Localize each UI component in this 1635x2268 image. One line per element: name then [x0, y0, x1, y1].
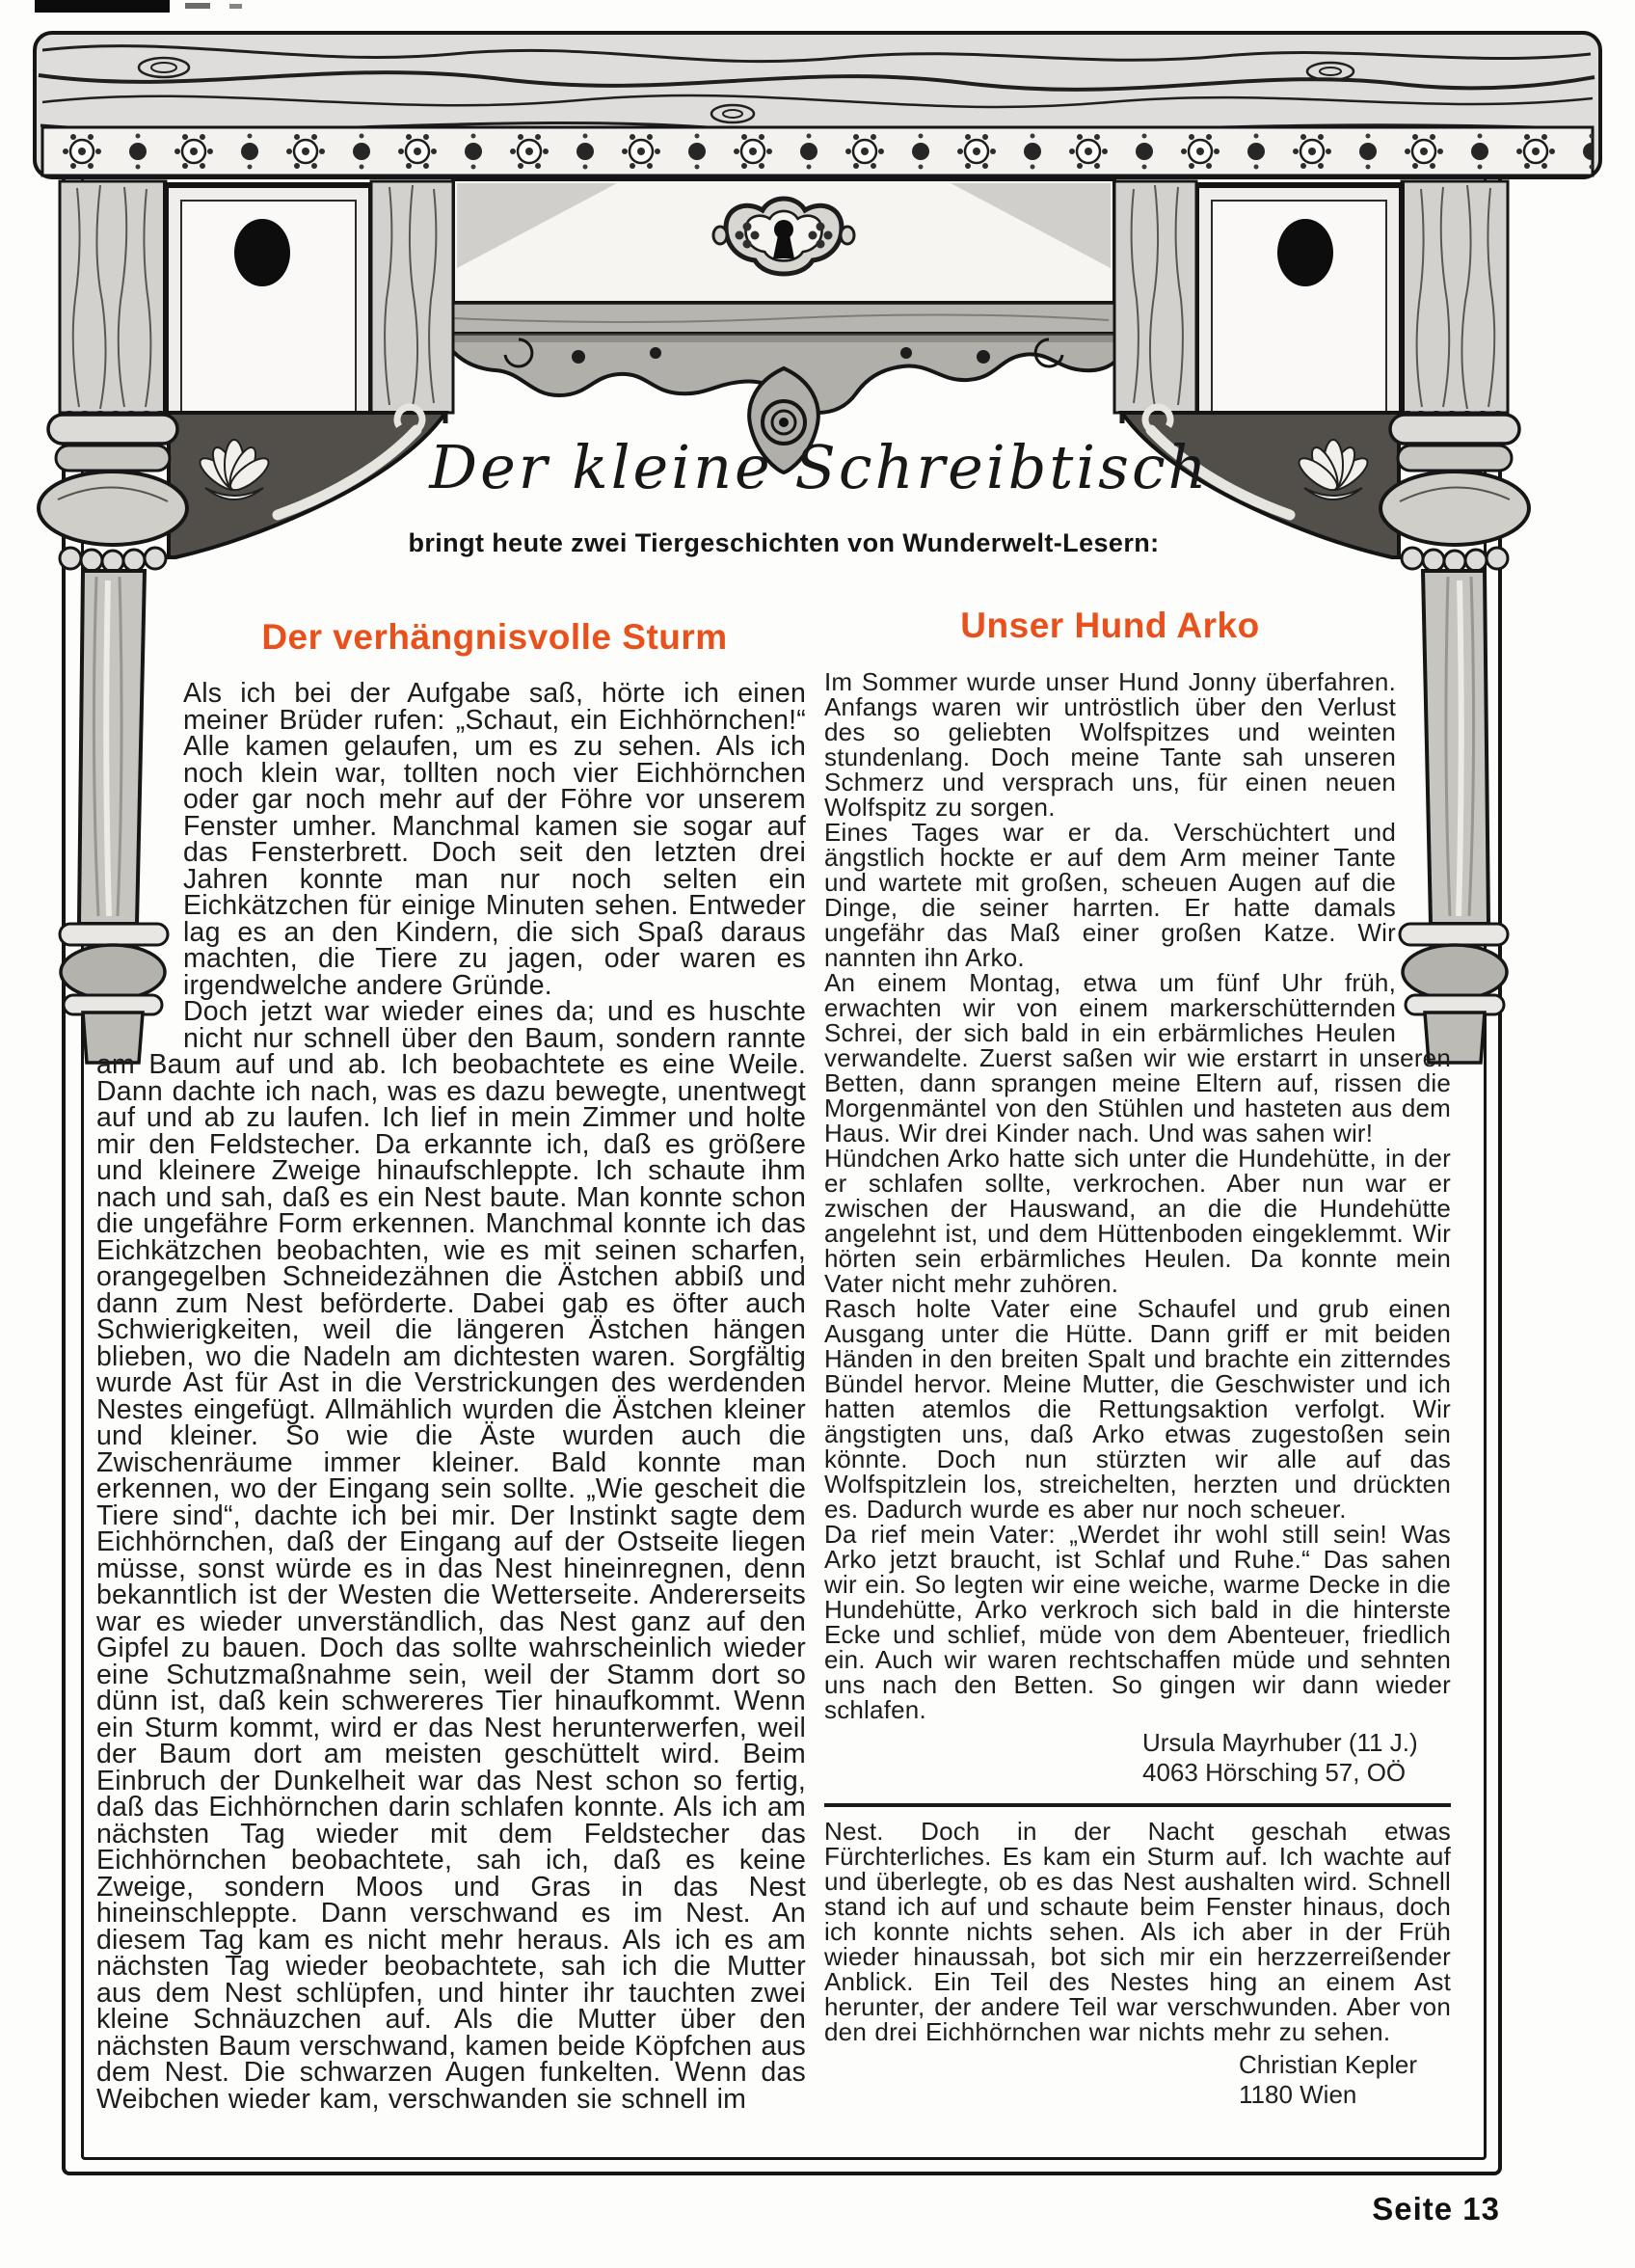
signature-address: 1180 Wien: [1239, 2080, 1357, 2109]
left-story-headline: Der verhängnisvolle Sturm: [261, 617, 728, 657]
page-number: Seite 13: [1372, 2191, 1500, 2227]
page-subtitle: bringt heute zwei Tiergeschichten von Wunderwelt-Lesern:: [408, 528, 1160, 557]
desk-leg-spacer-right: [1396, 606, 1451, 1028]
right-story-paragraph: Da rief mein Vater: „Werdet ihr wohl still sein! Was Arko jetzt braucht, ist Schlaf und Ruhe.“ Das sahen wir ein. So legten wir eine weiche, warme Decke in die Hundehütte, Arko verkroch sich bald in die hinterste Ecke und schlief, müde von dem Abenteuer, friedlich ein. Auch wir waren rechtschaffen müde und sehnten uns nach den Betten. So gingen wir dann wieder schlafen.: [824, 1520, 1451, 1724]
left-story-continuation: Nest. Doch in der Nacht geschah etwas Fürchterliches. Es kam ein Sturm auf. Ich wachte auf und überlegte, ob es das Nest aushalten wird. Schnell stand ich auf und schaute beim Fenster hinaus, doch ich konnte nichts sehen. Als ich aber in der Früh wieder hinaussah, bot sich mir ein herzzerreißender Anblick. Ein Teil des Nestes hing an einem Ast herunter, der andere Teil war verschwunden. Aber von den drei Eichhörnchen war nichts mehr zu sehen.: [824, 1817, 1451, 2046]
right-story-paragraph: An einem Montag, etwa um fünf Uhr früh, erwachten wir von einem markerschütternden Schrei, der sich bald in ein erbärmliches Heulen verwandelte. Zuerst saßen wir wie erstarrt in unseren Betten, dann sprangen meine Eltern auf, rissen die Morgenmäntel von den Stühlen und hasteten aus dem Haus. Wir drei Kinder nach. Und was sahen wir!: [824, 968, 1451, 1148]
page-title: Der kleine Schreibtisch: [429, 432, 1210, 502]
desk-middle-drawer: [453, 179, 1114, 303]
right-story-column: [824, 606, 1451, 2110]
right-story-paragraph: Eines Tages war er da. Verschüchtert und ängstlich hockte er auf dem Arm meiner Tante und wartete mit großen, scheuen Augen auf die Dinge, die seiner harrten. Er hatte damals ungefähr das Maß einer großen Katze. Wir nannten ihn Arko.: [824, 818, 1396, 972]
right-story-paragraph: Im Sommer wurde unser Hund Jonny überfahren. Anfangs waren wir untröstlich über den Verlust des so geliebten Wolfspitzes und weinten stundenlang. Doch meine Tante sah unseren Schmerz und versprach uns, für einen neuen Wolfspitz zu sorgen.: [824, 667, 1396, 822]
signature-name: Ursula Mayrhuber (11 J.): [1142, 1728, 1418, 1757]
signature-name: Christian Kepler: [1239, 2050, 1417, 2079]
left-story-paragraph: Doch jetzt war wieder eines da; und es huschte nicht nur schnell über den Baum, sondern rannte am Baum auf und ab. Ich beobachtete es eine Weile. Dann dachte ich nach, was es dazu bewegte, unentwegt auf und ab zu laufen. Ich lief in mein Zimmer und holte mir den Feldstecher. Da erkannte ich, daß es größere und kleinere Zweige hinaufschleppte. Ich schaute ihm nach und sah, daß es ein Nest baute. Man konnte schon die ungefähre Form erkennen. Manchmal konnte ich das Eichkätzchen beobachten, wie es mit seinen scharfen, orangegelben Schneidezähnen die Ästchen abbiß und dann zum Nest beförderte. Dabei gab es öfter auch Schwierigkeiten, weil die längeren Ästchen hängen blieben, wo die Nadeln am dichtesten waren. Sorgfältig wurde Ast für Ast in die Verstrickungen des werdenden Nestes eingefügt. Allmählich wurden die Ästchen kleiner und kleiner. So wie die Äste wurden auch die Zwischenräume immer kleiner. Bald konnte man erkennen, wo der Eingang sein sollte. „Wie gescheit die Tiere sind“, dachte ich bei mir. Der Instinkt sagte dem Eichhörnchen, daß der Eingang auf der Ostseite liegen müsse, sonst würde es in das Nest hineinregnen, denn bekanntlich ist der Westen die Wetterseite. Andererseits war es wieder unverständlich, das Nest ganz auf den Gipfel zu bauen. Doch das sollte wahrscheinlich wieder eine Schutzmaßnahme sein, weil der Stamm dort so dünn ist, daß kein schwereres Tier hinaufkommt. Wenn ein Sturm kommt, wird er das Nest herunterwerfen, weil der Baum dort am meisten geschüttelt wird. Beim Einbruch der Dunkelheit war das Nest schon so fertig, daß das Eichhörnchen darin schlafen konnte. Als ich am nächsten Tag wieder mit dem Feldstecher das Eichhörnchen beobachtete, sah ich, daß es keine Zweige, sondern Moos und Gras in das Nest hineinschleppte. Dann verschwand es im Nest. An diesem Tag kam es nicht mehr heraus. Als ich es am nächsten Tag wieder beobachtete, sah ich die Mutter aus dem Nest schlüpfen, und hinter ihr tauchten zwei kleine Schnäuzchen auf. Als die Mutter über den nächsten Baum verschwand, kamen beide Köpfchen aus dem Nest. Die schwarzen Augen funkelten. Wenn das Weibchen wieder kam, verschwanden sie schnell im: [96, 996, 806, 2115]
scan-artifact: [35, 0, 170, 13]
desk-ornament-band: [42, 127, 1593, 176]
right-story-paragraph: Hündchen Arko hatte sich unter die Hundehütte, in der er schlafen sollte, verkrochen. Aber nun war er zwischen der Hauswand, an die die Hundehütte angelehnt ist, und dem Hüttenboden eingeklemmt. Wir hörten sein erbärmliches Heulen. Da konnte mein Vater nicht mehr zuhören.: [824, 1144, 1451, 1298]
scan-artifact: [185, 3, 210, 9]
left-story-paragraph: Als ich bei der Aufgabe saß, hörte ich einen meiner Brüder rufen: „Schaut, ein Eichhörnchen!“ Alle kamen gelaufen, um es zu sehen. Als ich noch klein war, tollten noch vier Eichhörnchen oder gar noch mehr auf der Föhre vor unserem Fenster umher. Manchmal kamen sie sogar auf das Fensterbrett. Doch seit den letzten drei Jahren konnte man nur noch selten ein Eichkätzchen für einige Minuten sehen. Entweder lag es an den Kindern, die sich Spaß daraus machten, die Tiere zu jagen, oder waren es irgendwelche andere Gründe.: [183, 678, 806, 1001]
left-story-signature: [1239, 2050, 1451, 2110]
signature-address: 4063 Hörsching 57, OÖ: [1142, 1758, 1407, 1787]
right-story-paragraph: Rasch holte Vater eine Schaufel und grub einen Ausgang unter die Hütte. Dann griff er mit beiden Händen in den breiten Spalt und brachte ein zitterndes Bündel hervor. Meine Mutter, die Geschwister und ich hatten atemlos die Rettungsaktion verfolgt. Wir ängstigten uns, daß Arko etwas zugestoßen sein könnte. Doch nun stürzten wir alle auf das Wolfspitzlein los, streichelten, herzten und drückten es. Dadurch wurde es aber nur noch scheuer.: [824, 1294, 1451, 1524]
desk-leg-spacer-left: [96, 617, 183, 1047]
story-divider-rule: [824, 1803, 1451, 1807]
left-story-column: [96, 617, 806, 2113]
right-story-headline: Unser Hund Arko: [960, 606, 1260, 645]
right-story-signature: [1142, 1728, 1451, 1788]
scan-artifact: [229, 4, 242, 9]
